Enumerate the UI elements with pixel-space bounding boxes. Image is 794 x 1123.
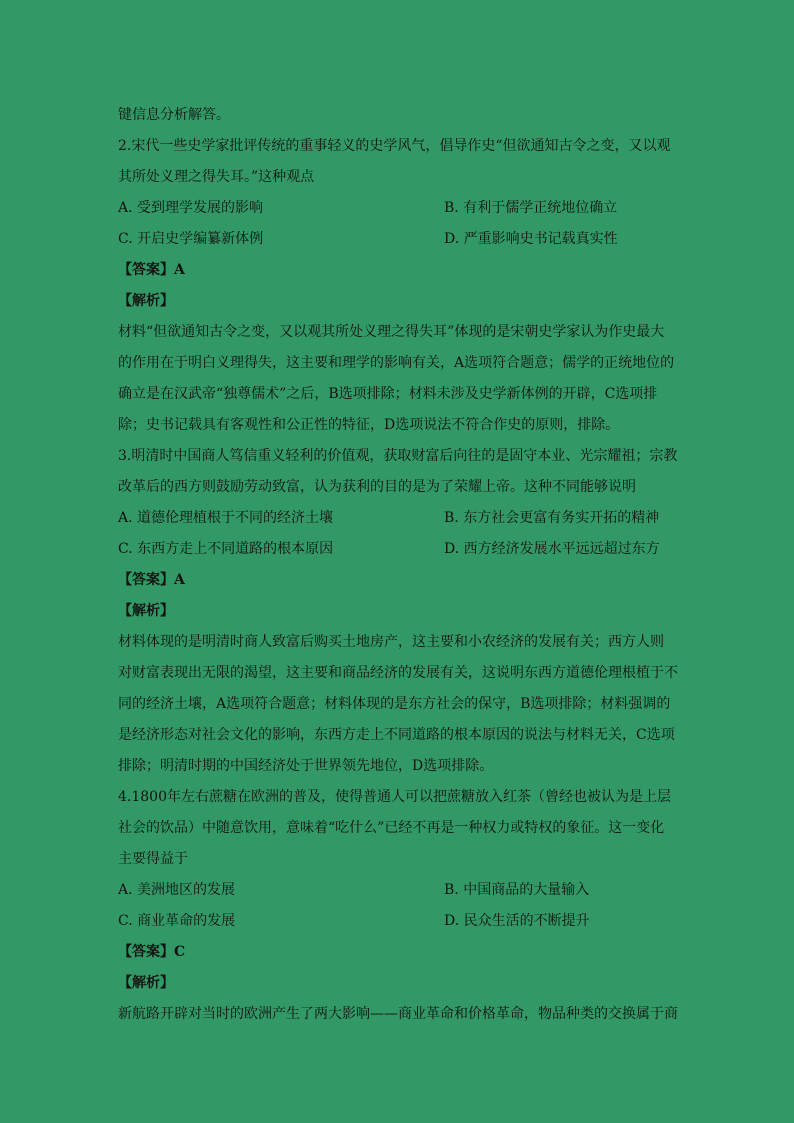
option-c: C. 开启史学编纂新体例 <box>118 231 264 247</box>
intro-tail-text: 键信息分析解答。 <box>118 107 230 123</box>
question-stem-line: 2.宋代一些史学家批评传统的重事轻义的史学风气，倡导作史“但欲通知古令之变，又以观 <box>118 138 671 154</box>
analysis-line: 材料“但欲通知古令之变，又以观其所处义理之得失耳”体现的是宋朝史学家认为作史最大 <box>118 324 665 340</box>
option-b: B. 有利于儒学正统地位确立 <box>444 200 618 216</box>
answer-label: 【答案】A <box>118 262 185 278</box>
option-d: D. 西方经济发展水平远远超过东方 <box>444 541 660 557</box>
analysis-line: 新航路开辟对当时的欧洲产生了两大影响——商业革命和价格革命，物品种类的交换属于商 <box>118 1006 678 1022</box>
option-c: C. 东西方走上不同道路的根本原因 <box>118 541 334 557</box>
analysis-line: 同的经济土壤，A选项符合题意；材料体现的是东方社会的保守，B选项排除；材料强调的 <box>118 696 671 712</box>
option-d: D. 民众生活的不断提升 <box>444 913 590 929</box>
analysis-line: 材料体现的是明清时商人致富后购买土地房产，这主要和小农经济的发展有关；西方人则 <box>118 634 664 650</box>
question-stem-line: 主要得益于 <box>118 851 188 867</box>
analysis-label: 【解析】 <box>118 603 174 619</box>
answer-label: 【答案】A <box>118 572 185 588</box>
question-4 <box>118 782 678 1030</box>
answer-label: 【答案】C <box>118 944 186 960</box>
question-stem-line: 社会的饮品）中随意饮用，意味着“吃什么”已经不再是一种权力或特权的象征。这一变化 <box>118 820 665 836</box>
analysis-line: 是经济形态对社会文化的影响，东西方走上不同道路的根本原因的说法与材料无关，C选项 <box>118 727 675 743</box>
analysis-line: 除；史书记载具有客观性和公正性的特征，D选项说法不符合作史的原则，排除。 <box>118 417 620 433</box>
question-3 <box>118 441 678 782</box>
option-a: A. 道德伦理植根于不同的经济土壤 <box>118 510 334 526</box>
question-stem-line: 其所处义理之得失耳。”这种观点 <box>118 169 315 185</box>
option-b: B. 东方社会更富有务实开拓的精神 <box>444 510 660 526</box>
option-a: A. 美洲地区的发展 <box>118 882 236 898</box>
analysis-line: 确立是在汉武帝“独尊儒术”之后，B选项排除；材料未涉及史学新体例的开辟，C选项排 <box>118 386 658 402</box>
option-d: D. 严重影响史书记载真实性 <box>444 231 618 247</box>
option-list <box>118 193 678 255</box>
option-a: A. 受到理学发展的影响 <box>118 200 264 216</box>
analysis-line: 对财富表现出无限的渴望，这主要和商品经济的发展有关，这说明东西方道德伦理根植于不 <box>118 665 678 681</box>
option-list <box>118 503 678 565</box>
analysis-label: 【解析】 <box>118 975 174 991</box>
question-stem-line: 3.明清时中国商人笃信重义轻利的价值观，获取财富后向往的是固守本业、光宗耀祖；宗教 <box>118 448 678 464</box>
option-b: B. 中国商品的大量输入 <box>444 882 590 898</box>
analysis-line: 的作用在于明白义理得失，这主要和理学的影响有关，A选项符合题意；儒学的正统地位的 <box>118 355 675 371</box>
question-stem-line: 改革后的西方则鼓励劳动致富，认为获利的目的是为了荣耀上帝。这种不同能够说明 <box>118 479 636 495</box>
option-list <box>118 875 678 937</box>
document-page <box>118 100 678 1030</box>
analysis-line: 排除；明清时期的中国经济处于世界领先地位，D选项排除。 <box>118 758 494 774</box>
question-stem-line: 4.1800年左右蔗糖在欧洲的普及，使得普通人可以把蔗糖放入红茶（曾经也被认为是上层 <box>118 789 671 805</box>
option-c: C. 商业革命的发展 <box>118 913 236 929</box>
question-2 <box>118 131 678 441</box>
analysis-label: 【解析】 <box>118 293 174 309</box>
